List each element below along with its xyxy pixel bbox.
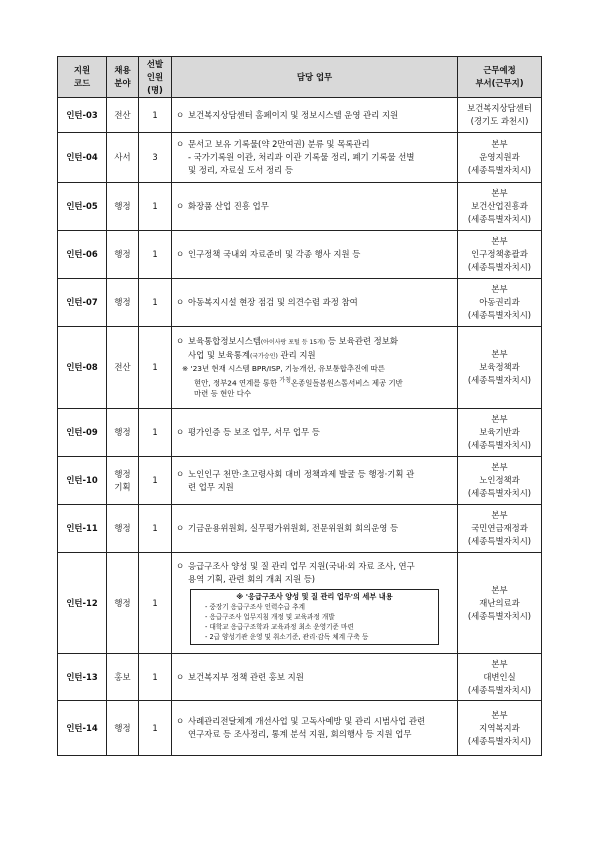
row-count: 1 [139,553,172,654]
header-dept: 근무예정 부서(근무지) [458,57,542,98]
row-dept: 본부 운영지원과 (세종특별자치시) [458,133,542,183]
detail-box-line: - 2급 양성기관 운영 및 취소기준, 관리·감독 체계 구축 등 [205,632,369,641]
row-task: ㅇ 보육통합정보시스템(아이사랑 포털 등 15개) 등 보육관련 정보화 사업 및 보육통계(국가승인) 관리 지원 ※ '23년 현재 시스템 BPR/ISP, 기능개선, 유보통합추진에 따른 현안, 정부24 연계를 통한 $^{가칭}$온종일돌봄원스톱서비스 제공 기반 마련 등 현안 다수 [172,327,458,409]
row-count: 1 [139,457,172,505]
row-dept: 본부 보건산업진흥과 (세종특별자치시) [458,183,542,231]
row-field: 행정 [107,505,139,553]
header-task: 담당 업무 [172,57,458,98]
row-task: ㅇ 응급구조사 양성 및 질 관리 업무 지원(국내·외 자료 조사, 연구 용역 기획, 관련 회의 개최 지원 등) ※ '응급구조사 양성 및 질 관리 업무'의 세부 내용 - 중장기 응급구조사 인력수급 추계 - 응급구조사 업무지침 개정 및 교육과정 개발 - 대학교 응급구조학과 교육과정 최소 운영기준 마련 - 2급 양성기관 운영 및 취소기준, 관리·감독 체계 구축 등 [172,553,458,654]
row-field: 행정 [107,553,139,654]
detail-box-line: - 대학교 응급구조학과 교육과정 최소 운영기준 마련 [205,622,354,631]
row-count: 1 [139,505,172,553]
row-task: ㅇ 문서고 보유 기록물(약 2만여권) 분류 및 목록관리 - 국가기록원 이관, 처리과 이관 기록물 정리, 폐기 기록물 선별 및 정리, 자료실 도서 정리 등 [172,133,458,183]
bullet-icon: ㅇ [176,716,185,726]
row-dept: 본부 국민연금재정과 (세종특별자치시) [458,505,542,553]
row-field: 행정 [107,231,139,279]
row-field: 사서 [107,133,139,183]
internship-table [57,56,542,756]
table-row [58,183,542,231]
row-code: 인턴-12 [58,553,107,654]
row-code: 인턴-05 [58,183,107,231]
table-row [58,654,542,701]
row-note: ※ '23년 현재 시스템 BPR/ISP, 기능개선, 유보통합추진에 따른 현안, 정부24 연계를 통한 $^{가칭}$온종일돌봄원스톱서비스 제공 기반 마련 등 현안 다수 [182,364,403,399]
row-count: 1 [139,231,172,279]
row-count: 1 [139,98,172,133]
row-dept: 본부 재난의료과 (세종특별자치시) [458,553,542,654]
row-task: ㅇ 기금운용위원회, 실무평가위원회, 전문위원회 회의운영 등 [172,505,458,553]
table-row [58,701,542,756]
table-row [58,409,542,457]
bullet-icon: ㅇ [176,560,185,571]
table-row [58,553,542,654]
row-count: 1 [139,409,172,457]
header-code: 지원 코드 [58,57,107,98]
row-field: 행정 기획 [107,457,139,505]
detail-box-title: ※ '응급구조사 양성 및 질 관리 업무'의 세부 내용 [236,591,393,601]
row-code: 인턴-14 [58,701,107,756]
bullet-icon: ㅇ [176,297,185,307]
bullet-icon: ㅇ [176,249,185,259]
detail-box [190,589,439,645]
row-code: 인턴-08 [58,327,107,409]
table-row [58,505,542,553]
table-row [58,98,542,133]
bullet-icon: ㅇ [176,523,185,533]
row-code: 인턴-04 [58,133,107,183]
row-field: 행정 [107,183,139,231]
row-task: ㅇ 보건복지상담센터 홈페이지 및 정보시스템 운영 관리 지원 [172,98,458,133]
bullet-icon: ㅇ [176,468,185,479]
header-row [58,57,542,98]
header-count: 선발 인원 (명) [139,57,172,98]
row-dept: 보건복지상담센터 (경기도 과천시) [458,98,542,133]
row-count: 1 [139,327,172,409]
row-code: 인턴-11 [58,505,107,553]
detail-box-line: - 중장기 응급구조사 인력수급 추계 [205,602,305,611]
row-field: 행정 [107,279,139,327]
header-field: 채용 분야 [107,57,139,98]
row-dept: 본부 인구정책총괄과 (세종특별자치시) [458,231,542,279]
bullet-icon: ㅇ [176,427,185,437]
row-field: 홍보 [107,654,139,701]
row-code: 인턴-13 [58,654,107,701]
detail-box-line: - 응급구조사 업무지침 개정 및 교육과정 개발 [205,612,335,621]
row-code: 인턴-09 [58,409,107,457]
row-code: 인턴-03 [58,98,107,133]
row-dept: 본부 지역복지과 (세종특별자치시) [458,701,542,756]
row-task: ㅇ 보건복지부 정책 관련 홍보 지원 [172,654,458,701]
row-task: ㅇ 평가인증 등 보조 업무, 서무 업무 등 [172,409,458,457]
row-code: 인턴-06 [58,231,107,279]
row-dept: 본부 아동권리과 (세종특별자치시) [458,279,542,327]
row-code: 인턴-07 [58,279,107,327]
row-count: 3 [139,133,172,183]
bullet-icon: ㅇ [176,671,185,682]
table-row [58,133,542,183]
row-dept: 본부 대변인실 (세종특별자치시) [458,654,542,701]
table-row [58,231,542,279]
row-field: 행정 [107,409,139,457]
row-task: ㅇ 노인인구 천만·초고령사회 대비 정책과제 발굴 등 행정·기획 관 련 업무 지원 [172,457,458,505]
row-field: 행정 [107,701,139,756]
row-task: ㅇ 화장품 산업 진흥 업무 [172,183,458,231]
row-task: ㅇ 인구정책 국내외 자료준비 및 각종 행사 지원 등 [172,231,458,279]
row-task: ㅇ 사례관리전달체계 개선사업 및 고독사예방 및 관리 시범사업 관련 연구자료 등 조사정리, 통계 분석 지원, 회의행사 등 지원 업무 [172,701,458,756]
row-field: 전산 [107,327,139,409]
row-count: 1 [139,701,172,756]
table-row [58,457,542,505]
row-code: 인턴-10 [58,457,107,505]
bullet-icon: ㅇ [176,109,185,120]
row-dept: 본부 노인정책과 (세종특별자치시) [458,457,542,505]
bullet-icon: ㅇ [176,139,185,149]
row-task: ㅇ 아동복지시설 현장 점검 및 의견수렴 과정 참여 [172,279,458,327]
row-count: 1 [139,654,172,701]
row-field: 전산 [107,98,139,133]
bullet-icon: ㅇ [176,336,185,347]
table-row [58,279,542,327]
row-count: 1 [139,183,172,231]
table-row [58,327,542,409]
row-count: 1 [139,279,172,327]
row-dept: 본부 보육기반과 (세종특별자치시) [458,409,542,457]
row-dept: 본부 보육정책과 (세종특별자치시) [458,327,542,409]
bullet-icon: ㅇ [176,201,185,211]
